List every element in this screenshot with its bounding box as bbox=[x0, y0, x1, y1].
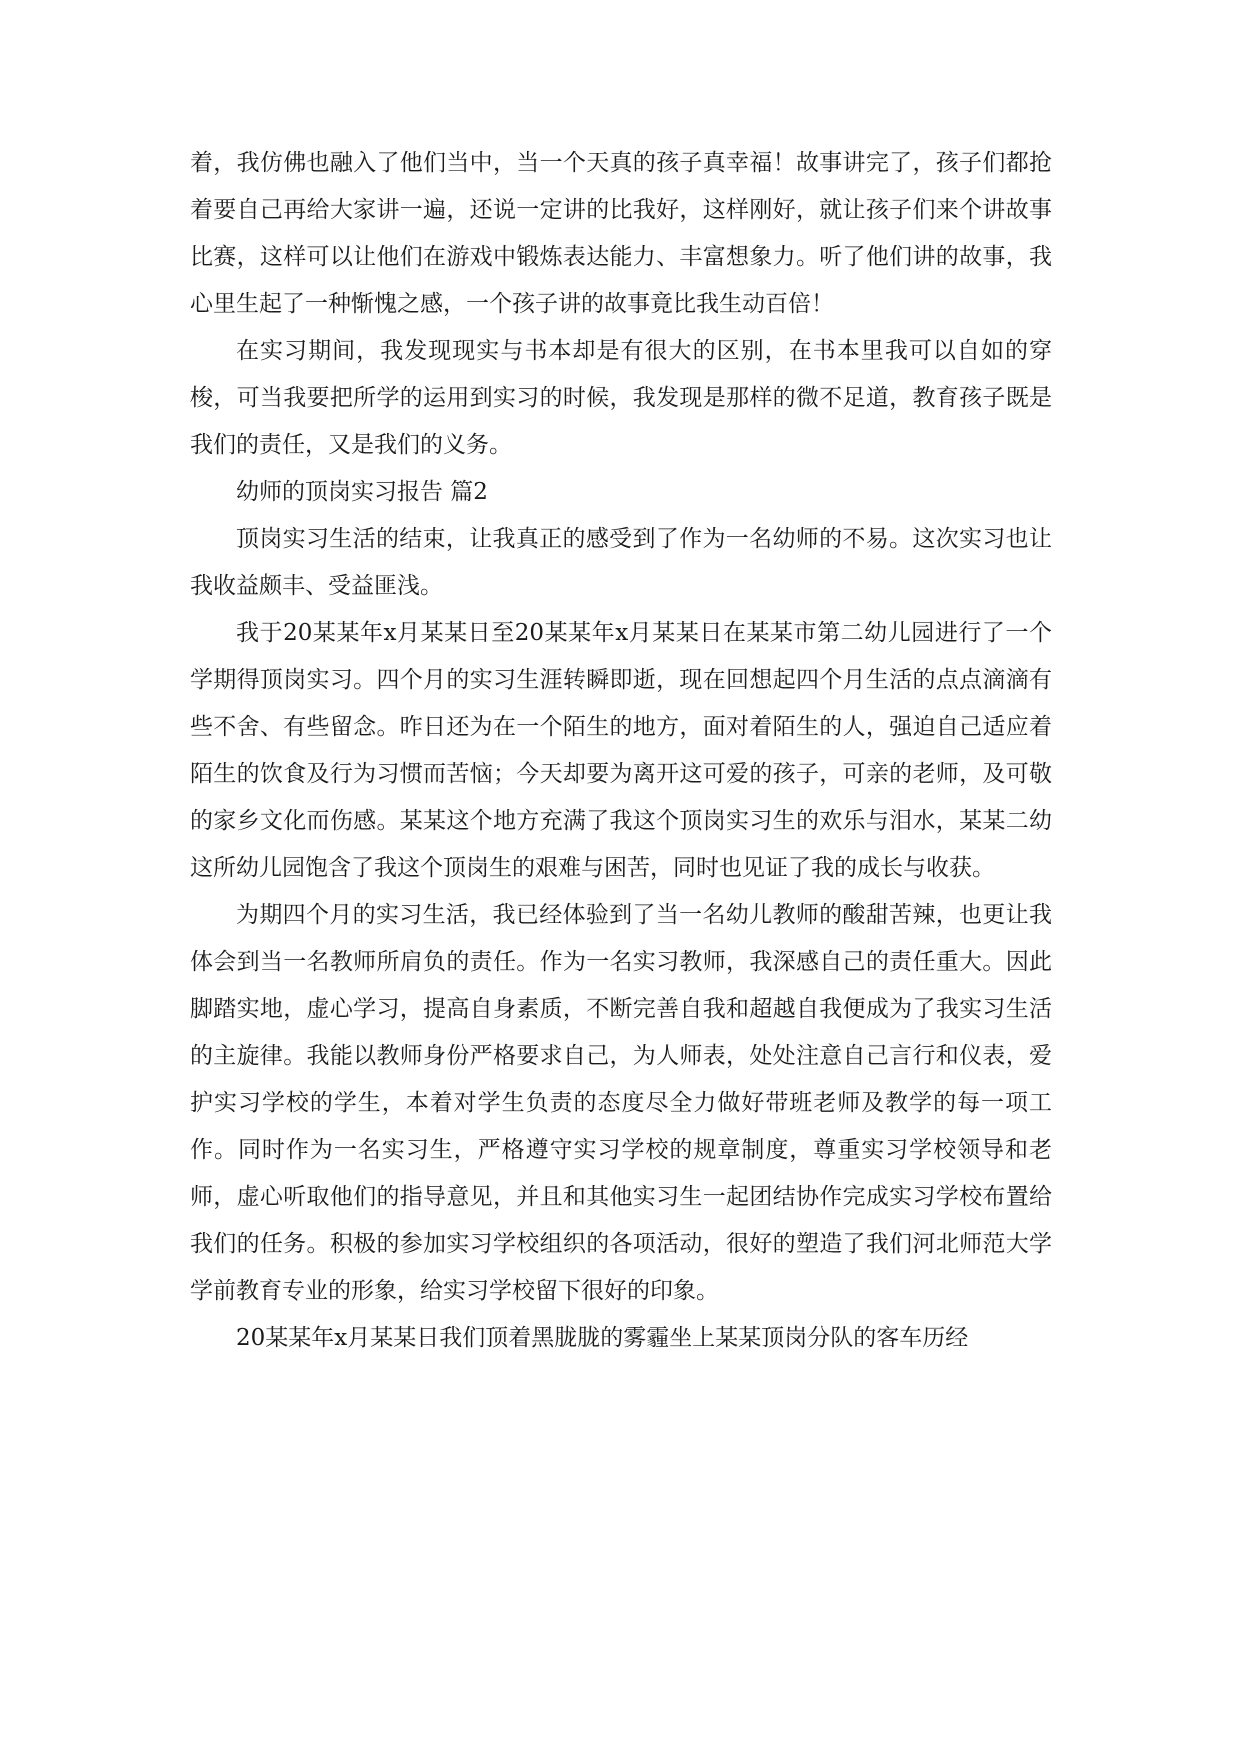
paragraph-internship-reflection: 在实习期间，我发现现实与书本却是有很大的区别，在书本里我可以自如的穿梭，可当我要把所学的运用到实习的时候，我发现是那样的微不足道，教育孩子既是我们的责任，又是我们的义务。 bbox=[190, 338, 1052, 458]
document-body bbox=[190, 140, 1052, 1362]
paragraph-journey-start: 20某某年x月某某日我们顶着黑胧胧的雾霾坐上某某顶岗分队的客车历经 bbox=[236, 1325, 969, 1351]
paragraph-internship-period: 我于20某某年x月某某日至20某某年x月某某日在某某市第二幼儿园进行了一个学期得顶岗实习。四个月的实习生涯转瞬即逝，现在回想起四个月生活的点点滴滴有些不舍、有些留念。昨日还为在一个陌生的地方，面对着陌生的人，强迫自己适应着陌生的饮食及行为习惯而苦恼；今天却要为离开这可爱的孩子，可亲的老师，及可敬的家乡文化而伤感。某某这个地方充满了我这个顶岗实习生的欢乐与泪水，某某二幼这所幼儿园饱含了我这个顶岗生的艰难与困苦，同时也见证了我的成长与收获。 bbox=[190, 620, 1052, 881]
paragraph-teacher-responsibility: 为期四个月的实习生活，我已经体验到了当一名幼儿教师的酸甜苦辣，也更让我体会到当一名教师所肩负的责任。作为一名实习教师，我深感自己的责任重大。因此脚踏实地，虚心学习，提高自身素质，不断完善自我和超越自我便成为了我实习生活的主旋律。我能以教师身份严格要求自己，为人师表，处处注意自己言行和仪表，爱护实习学校的学生，本着对学生负责的态度尽全力做好带班老师及教学的每一项工作。同时作为一名实习生，严格遵守实习学校的规章制度，尊重实习学校领导和老师，虚心听取他们的指导意见，并且和其他实习生一起团结协作完成实习学校布置给我们的任务。积极的参加实习学校组织的各项活动，很好的塑造了我们河北师范大学学前教育专业的形象，给实习学校留下很好的印象。 bbox=[190, 902, 1052, 1304]
paragraph-story-ending: 着，我仿佛也融入了他们当中，当一个天真的孩子真幸福！故事讲完了，孩子们都抢着要自己再给大家讲一遍，还说一定讲的比我好，这样刚好，就让孩子们来个讲故事比赛，这样可以让他们在游戏中锻炼表达能力、丰富想象力。听了他们讲的故事，我心里生起了一种惭愧之感，一个孩子讲的故事竟比我生动百倍！ bbox=[190, 150, 1052, 317]
paragraph-internship-end: 顶岗实习生活的结束，让我真正的感受到了作为一名幼师的不易。这次实习也让我收益颇丰、受益匪浅。 bbox=[190, 526, 1052, 599]
section-heading: 幼师的顶岗实习报告 篇2 bbox=[236, 479, 488, 505]
